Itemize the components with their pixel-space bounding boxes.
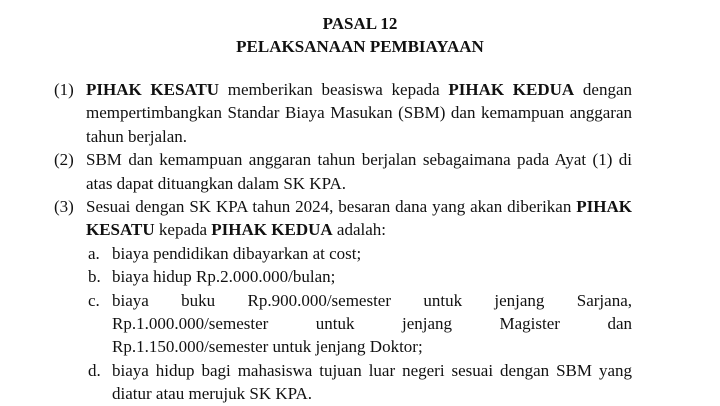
clause-number: (1) (54, 80, 74, 99)
clause-number: (3) (54, 197, 74, 217)
party-name: PIHAK KESATU (86, 80, 220, 99)
item-letter: c. (88, 290, 100, 310)
item-text: biaya hidup bagi mahasiswa tujuan luar negeri sesuai dengan SBM yang diatur atau merujuk SK KPA. (112, 360, 632, 404)
clause-1 (54, 78, 632, 148)
article-subtitle: PELAKSANAAN PEMBIAYAAN (236, 37, 484, 56)
article-title: PASAL 12 (322, 14, 398, 33)
item-text-line: Rp.1.150.000/semester untuk jenjang Doktor; (112, 337, 423, 357)
clause-text-part: kepada (154, 220, 212, 240)
clause-list (54, 78, 632, 406)
clause-text-part: memberikan beasiswa kepada (219, 80, 449, 99)
clause-text (86, 78, 632, 148)
list-item (86, 289, 632, 359)
clause-text-part: dengan mempertimbangkan Standar Biaya Masukan (SBM) dan kemampuan anggaran tahun berjalan. (86, 80, 632, 146)
item-letter: d. (88, 360, 101, 380)
item-text: biaya hidup Rp.2.000.000/bulan; (112, 267, 336, 287)
item-text: biaya pendidikan dibayarkan at cost; (112, 243, 362, 263)
item-letter: a. (88, 243, 100, 263)
clause-number: (2) (54, 150, 74, 170)
clause-text (86, 195, 632, 242)
item-text-line: biaya buku Rp.900.000/semester untuk jenjang Sarjana, (112, 290, 632, 310)
clause-text-part: Sesuai dengan SK KPA tahun 2024, besaran dana yang akan diberikan (86, 197, 577, 217)
item-text (112, 289, 632, 359)
sub-item-list (86, 242, 632, 406)
party-name: PIHAK KEDUA (211, 220, 333, 240)
list-item (86, 359, 632, 406)
list-item (86, 242, 632, 265)
clause-2 (54, 148, 632, 195)
clause-text-part: adalah: (332, 220, 387, 240)
clause-text: SBM dan kemampuan anggaran tahun berjalan sebagaimana pada Ayat (1) di atas dapat dituangkan dalam SK KPA. (86, 150, 632, 193)
list-item (86, 265, 632, 288)
party-name: PIHAK KESATU (86, 197, 632, 240)
item-letter: b. (88, 267, 101, 287)
item-text-line: Rp.1.000.000/semester untuk jenjang Magister dan (112, 314, 632, 334)
party-name: PIHAK KEDUA (448, 80, 575, 99)
clause-3 (54, 195, 632, 406)
